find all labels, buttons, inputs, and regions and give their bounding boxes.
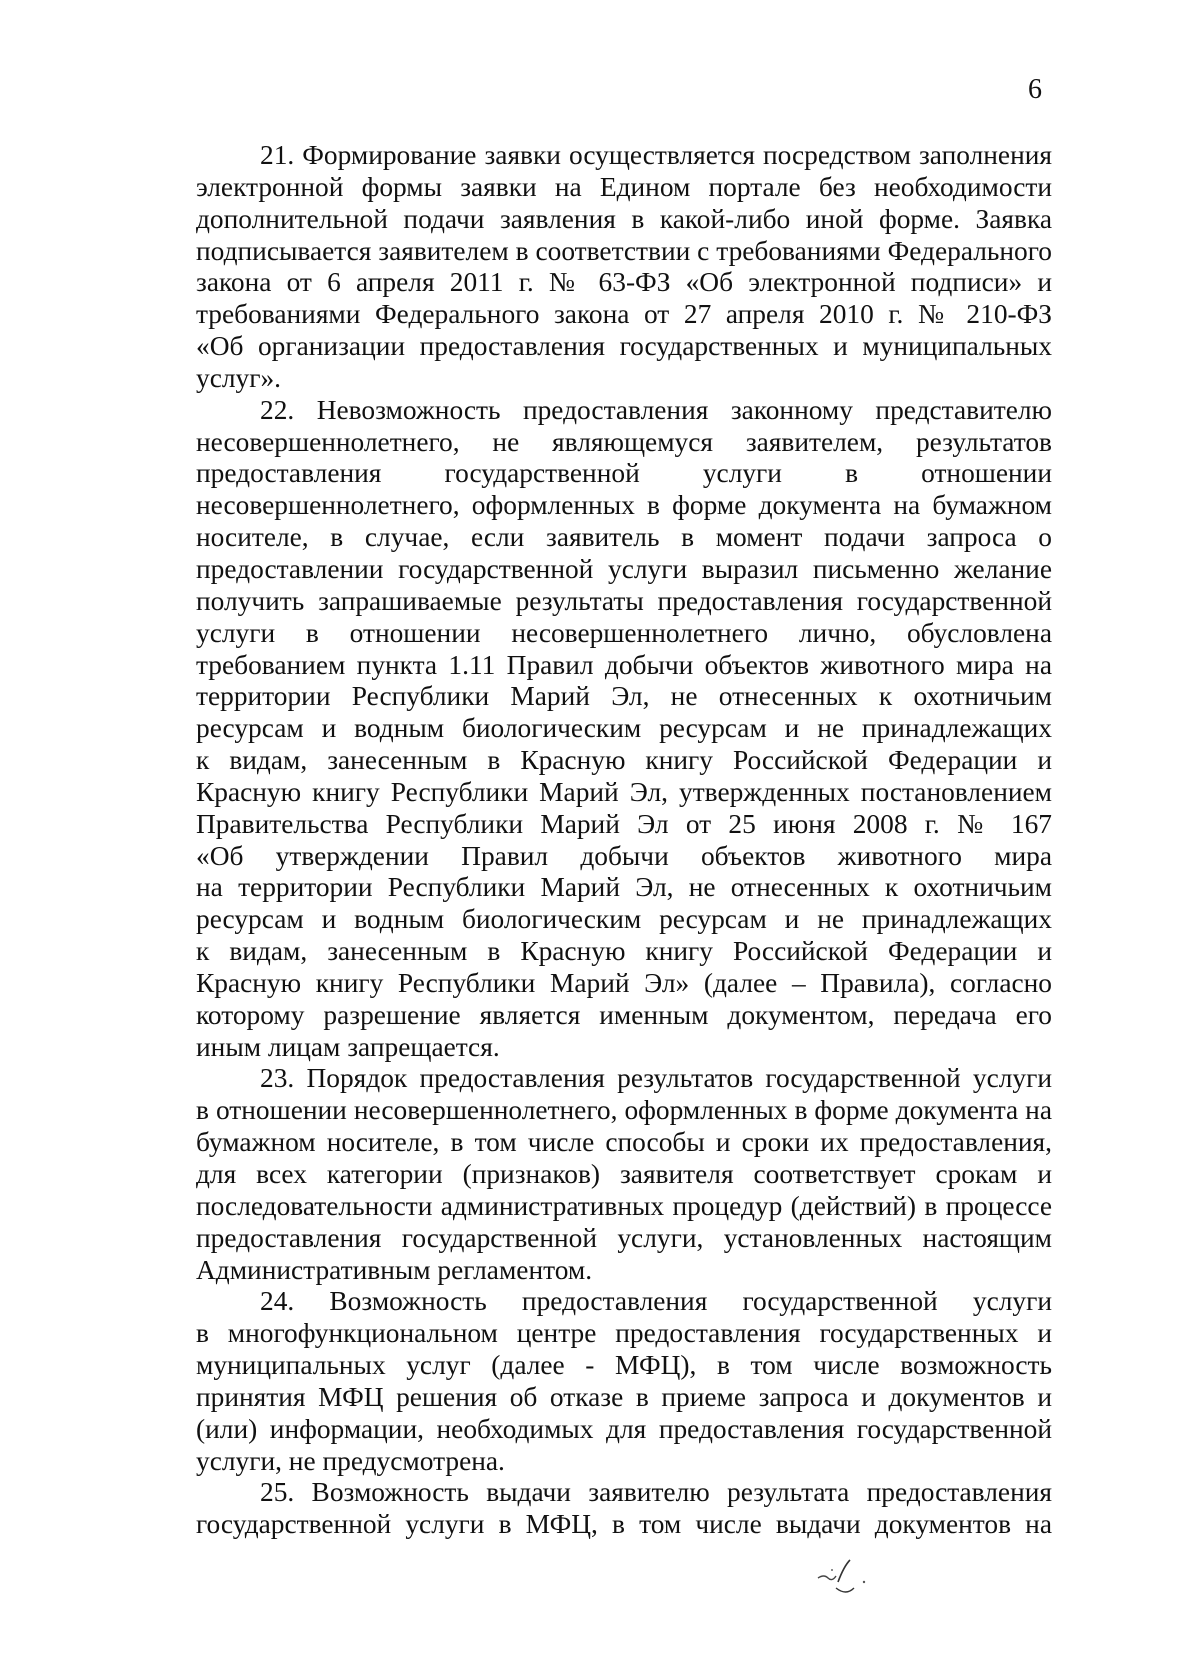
text-line: дополнительной подачи заявления в какой-либо иной форме. Заявка [196,203,1052,234]
text-line: к видам, занесенным в Красную книгу Российской Федерации и [196,745,1052,776]
text-line: 22. Невозможность предоставления законному представителю [260,394,1052,425]
text-line: «Об утверждении Правил добычи объектов животного мира [196,840,1052,871]
text-line: ресурсам и водным биологическим ресурсам и не принадлежащих [196,904,1052,935]
text-line: муниципальных услуг (далее - МФЦ), в том числе возможность [196,1350,1052,1381]
document-body [196,140,1052,1541]
text-line: 23. Порядок предоставления результатов государственной услуги [260,1063,1052,1094]
text-line: (или) информации, необходимых для предоставления государственной [196,1413,1052,1444]
text-line: носителе, в случае, если заявитель в момент подачи запроса о [196,522,1052,553]
text-line: на территории Республики Марий Эл, не отнесенных к охотничьим [196,872,1052,903]
text-line: электронной формы заявки на Едином портале без необходимости [196,171,1052,202]
text-line: к видам, занесенным в Красную книгу Российской Федерации и [196,936,1052,967]
paragraph-p25 [196,1477,1052,1541]
text-line: подписывается заявителем в соответствии с требованиями Федерального [196,235,1052,266]
paragraph-p22 [196,395,1052,1064]
text-line: услуг». [196,362,281,393]
text-line: получить запрашиваемые результаты предоставления государственной [196,585,1052,616]
text-line: бумажном носителе, в том числе способы и сроки их предоставления, [196,1127,1052,1158]
page-number: 6 [1028,74,1042,105]
text-line: требованиями Федерального закона от 27 апреля 2010 г. № 210-ФЗ [196,299,1052,330]
text-line: закона от 6 апреля 2011 г. № 63-ФЗ «Об электронной подписи» и [196,267,1052,298]
text-line: «Об организации предоставления государственных и муниципальных [196,331,1052,362]
handwritten-initials-mark [808,1548,888,1608]
text-line: Правительства Республики Марий Эл от 25 июня 2008 г. № 167 [196,808,1052,839]
text-line: услуги в отношении несовершеннолетнего лично, обусловлена [196,617,1052,648]
paragraph-p23 [196,1063,1052,1286]
text-line: несовершеннолетнего, не являющемуся заявителем, результатов [196,426,1052,457]
text-line: территории Республики Марий Эл, не отнесенных к охотничьим [196,681,1052,712]
text-line: в многофункциональном центре предоставления государственных и [196,1318,1052,1349]
text-line: Административным регламентом. [196,1254,593,1285]
paragraph-p21 [196,140,1052,395]
text-line: Красную книгу Республики Марий Эл, утвержденных постановлением [196,776,1052,807]
text-line: предоставлении государственной услуги выразил письменно желание [196,553,1052,584]
text-line: которому разрешение является именным документом, передача его [196,999,1052,1030]
text-line: 24. Возможность предоставления государственной услуги [260,1286,1052,1317]
paragraph-p24 [196,1286,1052,1477]
text-line: иным лицам запрещается. [196,1031,500,1062]
text-line: последовательности административных процедур (действий) в процессе [196,1190,1052,1221]
text-line: предоставления государственной услуги в отношении [196,458,1052,489]
text-line: 21. Формирование заявки осуществляется посредством заполнения [260,140,1052,170]
text-line: предоставления государственной услуги, установленных настоящим [196,1222,1052,1253]
text-line: 25. Возможность выдачи заявителю результата предоставления [260,1477,1052,1508]
text-line: несовершеннолетнего, оформленных в форме документа на бумажном [196,490,1052,521]
text-line: принятия МФЦ решения об отказе в приеме запроса и документов и [196,1381,1052,1412]
text-line: Красную книгу Республики Марий Эл» (далее – Правила), согласно [196,967,1052,998]
text-line: услуги, не предусмотрена. [196,1445,505,1476]
text-line: государственной услуги в МФЦ, в том числе выдачи документов на [196,1509,1052,1540]
text-line: в отношении несовершеннолетнего, оформленных в форме документа на [196,1095,1052,1126]
text-line: ресурсам и водным биологическим ресурсам и не принадлежащих [196,713,1052,744]
text-line: требованием пункта 1.11 Правил добычи объектов животного мира на [196,649,1052,680]
text-line: для всех категории (признаков) заявителя соответствует срокам и [196,1159,1052,1189]
